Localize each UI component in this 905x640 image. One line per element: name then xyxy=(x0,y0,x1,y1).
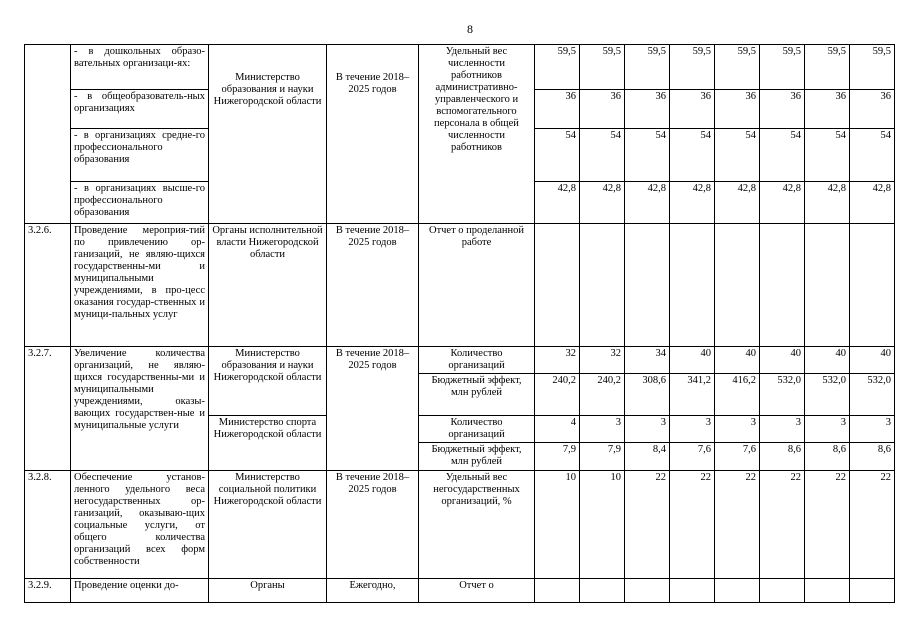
value-cell: 8,6 xyxy=(760,443,805,471)
value-cell: 240,2 xyxy=(535,374,580,416)
value-cell xyxy=(670,579,715,603)
value-cell: 7,9 xyxy=(580,443,625,471)
value-cell: 3 xyxy=(760,416,805,443)
table-row xyxy=(25,471,895,579)
indicator-cell: Отчет о проделанной работе xyxy=(419,224,535,347)
value-cell xyxy=(805,224,850,347)
value-cell: 36 xyxy=(625,90,670,129)
value-cell: 54 xyxy=(535,129,580,182)
table-row xyxy=(25,224,895,347)
value-cell: 54 xyxy=(580,129,625,182)
value-cell: 240,2 xyxy=(580,374,625,416)
value-cell: 42,8 xyxy=(625,182,670,224)
value-cell: 54 xyxy=(715,129,760,182)
term-cell: Ежегодно, xyxy=(327,579,419,603)
value-cell: 42,8 xyxy=(850,182,895,224)
value-cell: 59,5 xyxy=(715,45,760,90)
measure-name: - в организациях средне-го профессионального образования xyxy=(71,129,209,182)
value-cell: 3 xyxy=(580,416,625,443)
value-cell xyxy=(535,224,580,347)
value-cell xyxy=(625,224,670,347)
executor-cell xyxy=(209,45,327,224)
value-cell: 54 xyxy=(805,129,850,182)
value-cell: 22 xyxy=(715,471,760,579)
value-cell xyxy=(850,224,895,347)
value-cell: 3 xyxy=(625,416,670,443)
value-cell: 59,5 xyxy=(535,45,580,90)
executor-cell: Органы xyxy=(209,579,327,603)
indicator-cell: Удельный вес негосударственных организаций, % xyxy=(419,471,535,579)
value-cell: 54 xyxy=(670,129,715,182)
num-cell xyxy=(25,45,71,224)
value-cell: 8,6 xyxy=(850,443,895,471)
value-cell: 3 xyxy=(850,416,895,443)
term-cell: В течение 2018–2025 годов xyxy=(327,347,419,471)
measure-name: Проведение мероприя-тий по привлечению ор-ганизаций, не являю-щихся государственны-ми и муниципальными учреждениями, в про-цесс оказания государ-ственных и муници-пальных услуг xyxy=(71,224,209,347)
indicator-cell: Количество организаций xyxy=(419,416,535,443)
value-cell: 3 xyxy=(715,416,760,443)
term-cell xyxy=(327,45,419,224)
value-cell xyxy=(850,579,895,603)
value-cell: 36 xyxy=(580,90,625,129)
value-cell: 416,2 xyxy=(715,374,760,416)
page-number: 8 xyxy=(467,22,473,36)
value-cell: 42,8 xyxy=(715,182,760,224)
value-cell: 42,8 xyxy=(670,182,715,224)
value-cell: 36 xyxy=(850,90,895,129)
value-cell: 22 xyxy=(850,471,895,579)
value-cell: 59,5 xyxy=(805,45,850,90)
value-cell: 32 xyxy=(535,347,580,374)
value-cell: 8,6 xyxy=(805,443,850,471)
value-cell: 42,8 xyxy=(535,182,580,224)
executor-cell: Министерство спорта Нижегородской области xyxy=(209,416,327,471)
value-cell xyxy=(625,579,670,603)
value-cell: 34 xyxy=(625,347,670,374)
value-cell: 54 xyxy=(850,129,895,182)
value-cell: 59,5 xyxy=(850,45,895,90)
value-cell: 22 xyxy=(760,471,805,579)
value-cell: 40 xyxy=(715,347,760,374)
value-cell xyxy=(535,579,580,603)
term-cell: В течение 2018–2025 годов xyxy=(327,224,419,347)
value-cell: 59,5 xyxy=(625,45,670,90)
value-cell: 4 xyxy=(535,416,580,443)
value-cell: 54 xyxy=(625,129,670,182)
indicator-cell xyxy=(419,45,535,224)
value-cell: 532,0 xyxy=(760,374,805,416)
value-cell: 341,2 xyxy=(670,374,715,416)
value-cell xyxy=(805,579,850,603)
value-cell: 59,5 xyxy=(580,45,625,90)
value-cell: 308,6 xyxy=(625,374,670,416)
value-cell: 36 xyxy=(760,90,805,129)
value-cell: 36 xyxy=(535,90,580,129)
value-cell: 532,0 xyxy=(805,374,850,416)
value-cell xyxy=(760,579,805,603)
value-cell: 40 xyxy=(850,347,895,374)
value-cell: 40 xyxy=(760,347,805,374)
indicator-cell: Бюджетный эффект, млн рублей xyxy=(419,374,535,416)
table-row xyxy=(25,45,895,90)
value-cell: 8,4 xyxy=(625,443,670,471)
row-number: 3.2.6. xyxy=(25,224,71,347)
measures-table xyxy=(24,44,895,603)
executor-text: Министерство образования и науки Нижегородской области xyxy=(213,72,322,107)
value-cell xyxy=(715,224,760,347)
measure-name: Обеспечение установ-ленного удельного веса негосударственных ор-ганизаций, оказываю-щих социальные услуги, от общего количества организаций всех форм собственности xyxy=(71,471,209,579)
value-cell: 42,8 xyxy=(805,182,850,224)
executor-cell: Министерство социальной политики Нижегородской области xyxy=(209,471,327,579)
value-cell: 42,8 xyxy=(760,182,805,224)
value-cell: 36 xyxy=(715,90,760,129)
value-cell: 42,8 xyxy=(580,182,625,224)
executor-cell: Органы исполнительной власти Нижегородской области xyxy=(209,224,327,347)
value-cell: 3 xyxy=(805,416,850,443)
row-number: 3.2.7. xyxy=(25,347,71,471)
value-cell xyxy=(715,579,760,603)
measure-name: - в общеобразователь-ных организациях xyxy=(71,90,209,129)
table-row xyxy=(25,579,895,603)
executor-cell: Министерство образования и науки Нижегородской области xyxy=(209,347,327,416)
value-cell: 22 xyxy=(670,471,715,579)
indicator-text: Удельный вес численности работников административно-управленческого и вспомогательного персонала в общей численности работников xyxy=(434,46,519,153)
value-cell: 22 xyxy=(805,471,850,579)
indicator-cell: Количество организаций xyxy=(419,347,535,374)
value-cell xyxy=(580,224,625,347)
value-cell: 40 xyxy=(805,347,850,374)
measure-name: - в организациях высше-го профессионального образования xyxy=(71,182,209,224)
row-number: 3.2.8. xyxy=(25,471,71,579)
value-cell: 22 xyxy=(625,471,670,579)
value-cell: 40 xyxy=(670,347,715,374)
value-cell: 36 xyxy=(805,90,850,129)
measure-name: - в дошкольных образо-вательных организаци-ях: xyxy=(71,45,209,90)
indicator-cell: Отчет о xyxy=(419,579,535,603)
row-number: 3.2.9. xyxy=(25,579,71,603)
term-cell: В течение 2018–2025 годов xyxy=(327,471,419,579)
value-cell: 532,0 xyxy=(850,374,895,416)
value-cell: 10 xyxy=(535,471,580,579)
value-cell: 3 xyxy=(670,416,715,443)
value-cell: 36 xyxy=(670,90,715,129)
value-cell: 59,5 xyxy=(760,45,805,90)
indicator-cell: Бюджетный эффект, млн рублей xyxy=(419,443,535,471)
term-text: В течение 2018–2025 годов xyxy=(335,72,410,95)
value-cell: 32 xyxy=(580,347,625,374)
table-row xyxy=(25,347,895,374)
value-cell: 7,9 xyxy=(535,443,580,471)
measure-name: Увеличение количества организаций, не являю-щихся государственны-ми и муниципальными учреждениями, оказы-вающих государствен-ные и муниципальные услуги xyxy=(71,347,209,471)
value-cell xyxy=(760,224,805,347)
value-cell: 7,6 xyxy=(670,443,715,471)
value-cell: 54 xyxy=(760,129,805,182)
value-cell: 10 xyxy=(580,471,625,579)
measure-name: Проведение оценки до- xyxy=(71,579,209,603)
value-cell xyxy=(670,224,715,347)
value-cell: 59,5 xyxy=(670,45,715,90)
value-cell xyxy=(580,579,625,603)
value-cell: 7,6 xyxy=(715,443,760,471)
